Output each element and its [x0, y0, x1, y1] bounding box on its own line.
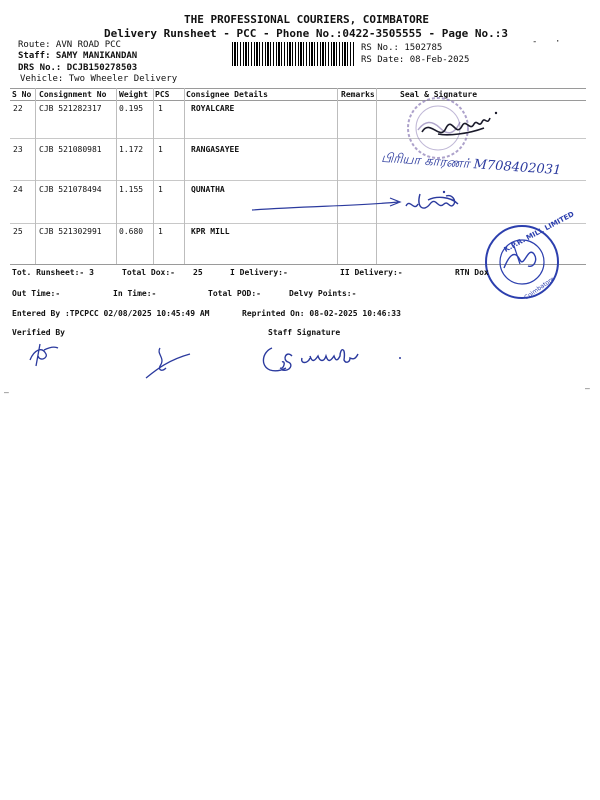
col-header-seal-signature: Seal & Signature	[400, 90, 478, 99]
tot-runsheet: Tot. Runsheet:- 3	[12, 268, 94, 277]
total-dox-value: 25	[193, 268, 203, 277]
i-delivery-label: I Delivery:-	[230, 268, 288, 277]
col-header-remarks: Remarks	[341, 90, 375, 99]
table-row-sno: 22	[13, 104, 23, 113]
col-header-consignee: Consignee Details	[186, 90, 268, 99]
table-row-consignment: CJB 521282317	[39, 104, 102, 113]
rs-date: RS Date: 08-Feb-2025	[361, 55, 470, 65]
drs-number: DRS No.: DCJB150278503	[18, 63, 138, 73]
col-header-weight: Weight	[119, 90, 148, 99]
rs-number: RS No.: 1502785	[361, 43, 443, 53]
col-divider	[35, 88, 36, 264]
table-row-sno: 24	[13, 185, 23, 194]
delvy-points-label: Delvy Points:-	[289, 289, 357, 298]
stamp-location-text: Coimbatore	[523, 275, 556, 302]
staff-signature-label: Staff Signature	[268, 328, 341, 337]
staff-signature	[258, 340, 408, 374]
company-title: THE PROFESSIONAL COURIERS, COIMBATORE	[184, 13, 430, 26]
col-divider	[153, 88, 154, 264]
dot-mark: ·	[555, 37, 561, 47]
verified-signature-1	[26, 338, 62, 368]
table-row-sno: 23	[13, 145, 23, 154]
table-row-weight: 1.172	[119, 145, 144, 154]
table-row-consignee: QUNATHA	[191, 185, 225, 194]
table-top-border	[10, 88, 586, 89]
barcode	[232, 42, 354, 66]
table-row-weight: 1.155	[119, 185, 144, 194]
table-row-sno: 25	[13, 227, 23, 236]
runsheet-subtitle: Delivery Runsheet - PCC - Phone No.:0422-3505555 - Page No.:3	[104, 27, 508, 40]
table-row-consignment: CJB 521078494	[39, 185, 102, 194]
scan-mark: —	[585, 384, 590, 393]
handwritten-phone-note: பிரியா காரணர் M708402031	[380, 150, 562, 179]
signature-row-22	[416, 104, 506, 144]
table-row-consignment: CJB 521302991	[39, 227, 102, 236]
col-header-sno: S No	[12, 90, 32, 99]
reprinted-on: Reprinted On: 08-02-2025 10:46:33	[242, 309, 401, 318]
table-row-weight: 0.680	[119, 227, 144, 236]
col-divider	[376, 88, 377, 264]
col-header-pcs: PCS	[155, 90, 170, 99]
ii-delivery-label: II Delivery:-	[340, 268, 403, 277]
col-header-consignment: Consignment No	[39, 90, 107, 99]
table-row-pcs: 1	[158, 104, 163, 113]
col-divider	[116, 88, 117, 264]
staff-label: Staff: SAMY MANIKANDAN	[18, 51, 138, 61]
vehicle-label: Vehicle: Two Wheeler Delivery	[20, 74, 178, 84]
table-row-consignee: KPR MILL	[191, 227, 230, 236]
arrow-signature-row-24	[248, 188, 498, 228]
scan-mark: —	[4, 388, 9, 397]
route-label: Route: AVN ROAD PCC	[18, 40, 121, 50]
kpr-mill-stamp	[482, 222, 562, 302]
total-pod-label: Total POD:-	[208, 289, 261, 298]
col-divider	[184, 88, 185, 264]
table-row-consignment: CJB 521080981	[39, 145, 102, 154]
verified-by-label: Verified By	[12, 328, 65, 337]
verified-signature-2	[140, 338, 200, 384]
total-dox-label: Total Dox:-	[122, 268, 175, 277]
in-time-label: In Time:-	[113, 289, 157, 298]
table-row-pcs: 1	[158, 227, 163, 236]
rtn-dox-label: RTN Dox	[455, 268, 489, 277]
table-row-pcs: 1	[158, 145, 163, 154]
entered-by: Entered By :TPCPCC 02/08/2025 10:45:49 AM	[12, 309, 210, 318]
table-row-pcs: 1	[158, 185, 163, 194]
table-row-weight: 0.195	[119, 104, 144, 113]
stamp-company-text: K.P.R. MILL LIMITED	[502, 210, 576, 254]
row-divider	[10, 180, 586, 181]
out-time-label: Out Time:-	[12, 289, 61, 298]
table-header-border	[10, 100, 586, 101]
table-row-consignee: ROYALCARE	[191, 104, 235, 113]
table-row-consignee: RANGASAYEE	[191, 145, 240, 154]
dash-mark: -	[532, 37, 538, 47]
col-divider	[337, 88, 338, 264]
